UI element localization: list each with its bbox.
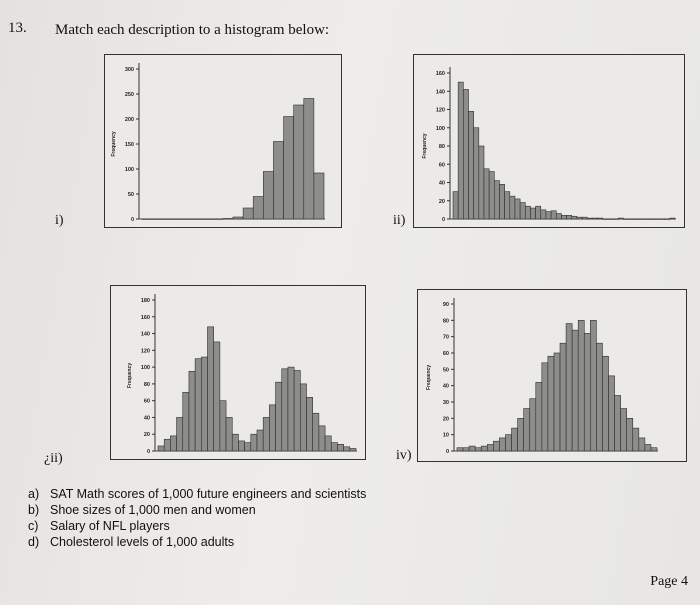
answer-c-text: Salary of NFL players xyxy=(50,519,170,533)
histogram-bar xyxy=(245,443,251,451)
histogram-bar xyxy=(633,428,639,451)
answer-d xyxy=(28,534,366,550)
histogram-bar xyxy=(572,216,577,219)
histogram-bar xyxy=(609,376,615,451)
histogram-bar xyxy=(546,212,551,219)
histogram-bar xyxy=(598,218,603,219)
histogram-bar xyxy=(505,435,511,451)
histogram-bar xyxy=(226,417,232,451)
histogram-bar xyxy=(214,342,220,451)
histogram-bar xyxy=(313,413,319,451)
histogram-bar xyxy=(560,343,566,451)
histogram-bar xyxy=(233,217,243,219)
histogram-bar xyxy=(596,343,602,451)
y-axis-label: Frequency xyxy=(422,133,428,159)
histogram-bar xyxy=(201,357,207,451)
histogram-bar xyxy=(512,428,518,451)
histogram-bar xyxy=(314,173,324,219)
page-number: Page 4 xyxy=(650,574,688,589)
histogram-bar xyxy=(331,443,337,451)
y-tick-label: 10 xyxy=(442,432,449,439)
histogram-bar xyxy=(294,370,300,451)
histogram-bar xyxy=(530,208,535,219)
answer-b xyxy=(28,502,366,518)
histogram-bar xyxy=(453,192,458,219)
histogram-bar xyxy=(284,117,294,220)
histogram-ii-svg xyxy=(414,55,684,227)
y-tick-label: 100 xyxy=(124,167,134,173)
y-tick-label: 160 xyxy=(435,71,445,77)
histogram-bar xyxy=(554,353,560,451)
label-i: i) xyxy=(55,213,64,228)
answer-d-text: Cholesterol levels of 1,000 adults xyxy=(50,535,235,549)
histogram-bar xyxy=(479,146,484,219)
histogram-bar xyxy=(548,356,554,451)
histogram-ii xyxy=(413,54,685,228)
y-tick-label: 180 xyxy=(140,298,150,304)
y-tick-label: 0 xyxy=(445,449,449,455)
histogram-iv xyxy=(417,289,687,462)
histogram-bar xyxy=(183,392,189,451)
y-tick-label: 80 xyxy=(438,144,445,150)
histogram-bar xyxy=(282,369,288,451)
histogram-bar xyxy=(300,384,306,451)
histogram-bar xyxy=(195,359,201,451)
answer-d-letter: d) xyxy=(28,535,40,549)
histogram-bar xyxy=(238,441,244,451)
histogram-bar xyxy=(525,206,530,219)
y-tick-label: 60 xyxy=(442,351,449,357)
histogram-bar xyxy=(493,441,499,451)
histogram-bar xyxy=(551,211,556,219)
histogram-bar xyxy=(651,448,657,451)
histogram-bar xyxy=(220,401,226,451)
histogram-bar xyxy=(484,169,489,219)
y-tick-label: 40 xyxy=(442,383,449,390)
histogram-bar xyxy=(463,89,468,219)
y-tick-label: 160 xyxy=(140,314,150,321)
histogram-bar xyxy=(627,418,633,451)
histogram-iv-svg xyxy=(418,290,686,461)
y-tick-label: 100 xyxy=(140,365,150,372)
y-tick-label: 50 xyxy=(442,367,449,374)
histogram-bar xyxy=(530,399,536,451)
y-tick-label: 250 xyxy=(124,92,134,98)
histogram-bar xyxy=(276,382,282,451)
y-tick-label: 140 xyxy=(435,89,445,96)
histogram-bar xyxy=(481,446,487,451)
histogram-bar xyxy=(288,367,294,451)
answer-choices xyxy=(28,486,366,550)
y-tick-label: 20 xyxy=(442,416,449,423)
y-tick-label: 20 xyxy=(143,432,150,439)
histogram-bar xyxy=(463,448,469,451)
histogram-bar xyxy=(307,397,313,451)
y-tick-label: 40 xyxy=(438,180,445,187)
histogram-bar xyxy=(257,430,263,451)
histogram-bar xyxy=(487,444,493,451)
answer-b-letter: b) xyxy=(28,503,40,517)
histogram-bar xyxy=(536,382,542,451)
histogram-bar xyxy=(232,434,238,451)
histogram-bar xyxy=(457,448,463,451)
y-tick-label: 0 xyxy=(441,217,445,223)
histogram-bar xyxy=(621,409,627,451)
answer-b-text: Shoe sizes of 1,000 men and women xyxy=(50,503,256,517)
histogram-bar xyxy=(263,417,269,451)
histogram-bar xyxy=(294,105,304,219)
histogram-bar xyxy=(189,371,195,451)
histogram-bar xyxy=(518,418,524,451)
histogram-bar xyxy=(670,218,675,219)
histogram-bar xyxy=(243,208,253,219)
histogram-bar xyxy=(639,438,645,451)
histogram-iii xyxy=(110,285,366,460)
histogram-bar xyxy=(164,439,170,451)
y-tick-label: 150 xyxy=(124,142,134,148)
histogram-bar xyxy=(269,405,275,451)
histogram-bar xyxy=(344,447,350,451)
histogram-bar xyxy=(524,409,530,451)
histogram-bar xyxy=(602,356,608,451)
histogram-bar xyxy=(520,203,525,219)
question-number: 13. xyxy=(8,20,27,36)
histogram-iii-svg xyxy=(111,286,365,459)
y-tick-label: 300 xyxy=(124,67,134,73)
histogram-bar xyxy=(618,218,623,219)
histogram-bar xyxy=(458,82,463,219)
y-tick-label: 60 xyxy=(143,398,150,405)
histogram-bar xyxy=(556,214,561,219)
histogram-bar xyxy=(273,142,283,220)
histogram-bar xyxy=(567,215,572,219)
y-tick-label: 90 xyxy=(442,302,449,308)
histogram-bar xyxy=(499,184,504,219)
histogram-bar xyxy=(223,219,233,220)
y-axis-label: Frequency xyxy=(111,131,117,157)
histogram-bar xyxy=(515,199,520,219)
histogram-bar xyxy=(253,197,263,220)
histogram-bar xyxy=(158,446,164,451)
histogram-bar xyxy=(582,217,587,219)
answer-a-text: SAT Math scores of 1,000 future engineers and scientists xyxy=(50,487,367,501)
question-prompt: Match each description to a histogram below: xyxy=(55,22,330,38)
histogram-bar xyxy=(177,417,183,451)
histogram-bar xyxy=(577,217,582,219)
histogram-bar xyxy=(590,320,596,451)
y-axis-label: Frequency xyxy=(127,362,133,389)
histogram-bar xyxy=(494,181,499,219)
histogram-bar xyxy=(645,444,651,451)
label-iii: ¿ii) xyxy=(44,451,63,466)
histogram-bar xyxy=(584,333,590,451)
y-tick-label: 120 xyxy=(140,348,150,355)
y-tick-label: 0 xyxy=(130,217,134,223)
histogram-bar xyxy=(468,111,473,219)
histogram-bar xyxy=(541,210,546,219)
histogram-bar xyxy=(592,218,597,219)
histogram-bar xyxy=(319,426,325,451)
histogram-bar xyxy=(350,448,356,451)
y-tick-label: 120 xyxy=(435,107,445,114)
histogram-bar xyxy=(469,446,475,451)
y-tick-label: 200 xyxy=(124,117,134,123)
histogram-bar xyxy=(615,395,621,451)
y-tick-label: 140 xyxy=(140,331,150,338)
label-iv: iv) xyxy=(396,448,412,463)
y-tick-label: 60 xyxy=(438,162,445,169)
histogram-bar xyxy=(325,436,331,451)
histogram-bar xyxy=(263,172,273,220)
histogram-i-svg xyxy=(105,55,341,227)
histogram-i xyxy=(104,54,342,228)
answer-a-letter: a) xyxy=(28,487,40,501)
histogram-bar xyxy=(536,206,541,219)
histogram-bar xyxy=(561,215,566,219)
answer-c-letter: c) xyxy=(28,519,39,533)
histogram-bar xyxy=(474,128,479,219)
y-tick-label: 80 xyxy=(442,318,449,325)
histogram-bar xyxy=(505,192,510,219)
histogram-bar xyxy=(489,172,494,219)
answer-c xyxy=(28,518,366,534)
histogram-bar xyxy=(572,330,578,451)
histogram-bar xyxy=(566,324,572,451)
y-axis-label: Frequency xyxy=(426,364,432,391)
y-tick-label: 100 xyxy=(435,125,445,132)
histogram-bar xyxy=(542,363,548,451)
histogram-bar xyxy=(587,218,592,219)
histogram-bar xyxy=(578,320,584,451)
y-tick-label: 40 xyxy=(143,415,150,422)
y-tick-label: 70 xyxy=(442,334,449,341)
histogram-bar xyxy=(499,438,505,451)
histogram-bar xyxy=(208,327,214,451)
label-ii: ii) xyxy=(393,213,406,228)
histogram-bar xyxy=(337,444,343,451)
histogram-bar xyxy=(304,99,314,220)
answer-a xyxy=(28,486,366,502)
y-tick-label: 50 xyxy=(127,192,134,198)
histogram-bar xyxy=(251,434,257,451)
histogram-bar xyxy=(170,436,176,451)
y-tick-label: 80 xyxy=(143,381,150,388)
histogram-bar xyxy=(475,448,481,451)
histogram-bar xyxy=(510,196,515,219)
y-tick-label: 20 xyxy=(438,198,445,205)
y-tick-label: 30 xyxy=(442,400,449,406)
y-tick-label: 0 xyxy=(146,449,150,455)
